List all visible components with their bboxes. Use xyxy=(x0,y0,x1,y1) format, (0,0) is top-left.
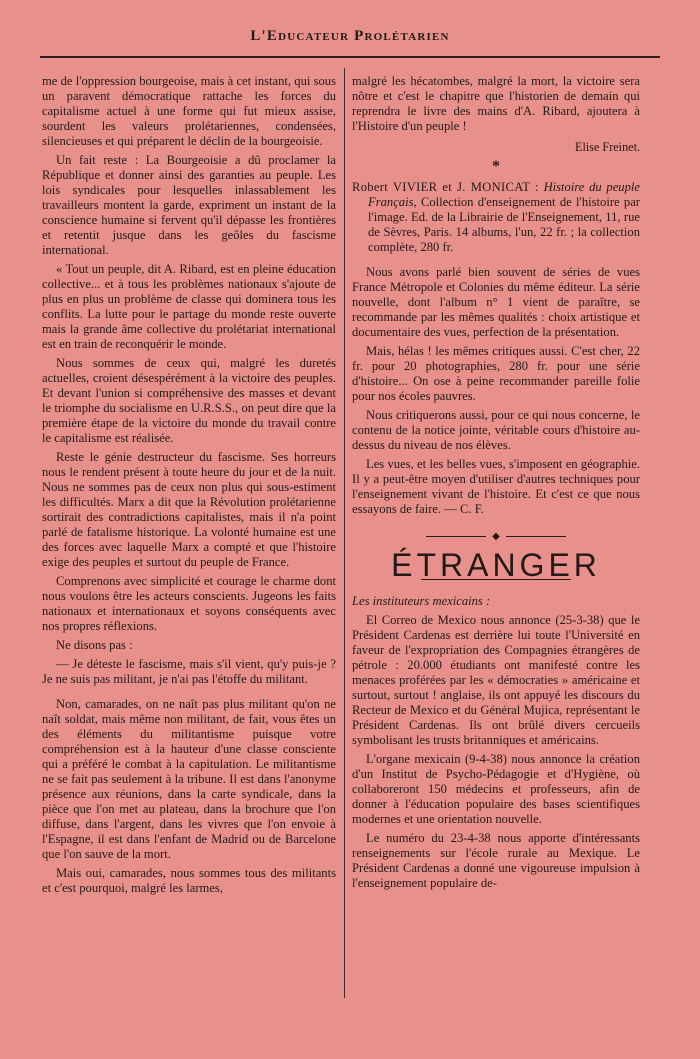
paragraph: « Tout un peuple, dit A. Ribard, est en pleine éducation collective... et à tous les problèmes nationaux s'ajoute de plus en plus un problème de classe qui dominera tous les conflits. La lutte pour le partage du monde reste ouverte mais la grande âme collective du prolétariat international est en train de reconquérir le monde. xyxy=(42,262,336,351)
news-paragraph: El Correo de Mexico nous annonce (25-3-38) que le Président Cardenas est derrière lui toute l'Université en faveur de l'expropriation des Compagnies étrangères de pétrole : 20.000 étudiants ont manifesté contre les menaces proférées par les « démocraties » américaine et surtout, surtout ! anglaise, ils ont appuyé les discours du Recteur de Mexico et du Général Mujica, représentant le Président Cardenas. Ils ont brûlé divers cercueils symbolisant les trusts britanniques et américains. xyxy=(352,613,640,747)
continuation-paragraph: malgré les hécatombes, malgré la mort, la victoire sera nôtre et c'est le chapitre que l'historien de demain qui reprendra le livre des mains d'A. Ribard, ajoutera à l'Histoire d'un peuple ! xyxy=(352,74,640,133)
paragraph: Mais oui, camarades, nous sommes tous des militants et c'est pourquoi, malgré les larmes, xyxy=(42,866,336,895)
news-paragraph: Le numéro du 23-4-38 nous apporte d'intéressants renseignements sur l'école rurale au Mexique. Le Président Cardenas a donné une vigoureuse impulsion à l'enseignement populaire de- xyxy=(352,831,640,890)
paragraph: Un fait reste : La Bourgeoisie a dû proclamer la République et donner ainsi des garanties au peuple. Les lois syndicales pour lesquelles inlassablement les travailleurs montent la garde, expriment un instant de la conscience humaine si fervent qu'il dépasse les frontières et retentit jusque dans les geôles du fascisme international. xyxy=(42,153,336,257)
quote-paragraph: — Je déteste le fascisme, mais s'il vient, qu'y puis-je ? Je ne suis pas militant, je n'ai pas l'étoffe du militant. xyxy=(42,657,336,686)
page-header xyxy=(40,22,660,58)
paragraph: Ne disons pas : xyxy=(56,638,133,652)
paragraph: Non, camarades, on ne naît pas plus militant qu'on ne naît soldat, mais même non militant, de fait, vous êtes un des éléments du militantisme puisque votre compréhension est à la hauteur d'une classe consciente qui a préféré le combat à la capitulation. Le militantisme ne se fait pas seulement à la tribune. Il est dans l'anonyme présence aux réunions, dans la carte syndicale, dans la pièce que l'on met au plateau, dans la brochure que l'on diffuse, dans l'argent, dans les vivres que l'on envoie à l'Espagne, il est dans l'enfant de Madrid ou de Barcelone que l'on sauve de la mort. xyxy=(42,697,336,861)
left-column xyxy=(42,74,336,900)
review-paragraph: Nous critiquerons aussi, pour ce qui nous concerne, le contenu de la notice jointe, véritable cours d'histoire au-dessus du niveau de nos élèves. xyxy=(352,408,640,452)
column-divider xyxy=(344,68,345,998)
signature: Elise Freinet. xyxy=(575,140,640,154)
section-divider xyxy=(352,529,640,544)
paragraph: Nous sommes de ceux qui, malgré les duretés actuelles, croient désespérément à la victoire des peuples. Et devant l'union si compréhensive des masses et devant le triomphe du socialisme en U.R.S.S., on peut dire que la première étape de la victoire du monde du travail contre le capitalisme est réalisée. xyxy=(42,356,336,445)
subheading: Les instituteurs mexicains : xyxy=(352,594,491,608)
book-reference xyxy=(352,180,640,255)
paragraph: me de l'oppression bourgeoise, mais à cet instant, qui sous un paravent démocratique rattache les forces du capitalisme actuel à une forme qui fut mieux assise, sourdent les valeurs prolétariennes, condensées, silencieuses et qui préparent le déclin de la bourgeoisie. xyxy=(42,74,336,148)
news-paragraph: L'organe mexicain (9-4-38) nous annonce la création d'un Institut de Psycho-Pédagogie et d'Hygiène, où collaboreront 150 médecins et professeurs, afin de donner à l'éducation populaire des bases scientifiques modernes et une orientation nouvelle. xyxy=(352,752,640,826)
diamond-icon: ◆ xyxy=(492,531,500,542)
journal-title: L'Educateur Prolétarien xyxy=(250,28,450,44)
star-separator: * xyxy=(492,158,500,175)
review-paragraph: Les vues, et les belles vues, s'imposent en géographie. Il y a peut-être moyen d'utiliser d'autres techniques pour l'enseignement vivant de l'histoire. Et c'est ce que nous essayons de faire. — C. F. xyxy=(352,457,640,516)
right-column xyxy=(352,74,640,895)
review-paragraph: Mais, hélas ! les mêmes critiques aussi. C'est cher, 22 fr. pour 20 photographies, 280 fr. pour une série d'histoire... On ose à peine recommander pareille folie pour nos écoles pauvres. xyxy=(352,344,640,403)
book-authors: Robert VIVIER et J. MONICAT : xyxy=(352,180,539,194)
book-details: Collection d'enseignement de l'histoire par l'image. Ed. de la Librairie de l'Enseignement, 11, rue de Sèvres, Paris. 14 albums, l'un, 22 fr. ; la collection complète, 280 fr. xyxy=(368,195,640,254)
paragraph: Comprenons avec simplicité et courage le charme dont nous voulons être les acteurs conscients. Jugeons les faits nationaux et internationaux et soyons conséquents avec nos propres réflexions. xyxy=(42,574,336,633)
book-title: Histoire du peuple Français, xyxy=(368,180,640,209)
review-paragraph: Nous avons parlé bien souvent de séries de vues France Métropole et Colonies du même éditeur. La série nouvelle, dont l'album n° 1 vient de paraître, se recommande par les mêmes qualités : choix artistique et documentaire des vues, perfection de la présentation. xyxy=(352,265,640,339)
paragraph: Reste le génie destructeur du fascisme. Ses horreurs nous le rendent présent à toute heure du jour et de la nuit. Nous ne sommes pas de ceux non plus qui sous-estiment les difficultés. Marx a dit que la Révolution prolétarienne sortirait des contradictions capitalistes, mais il n'a point parlé de fatalisme historique. La volonté humaine est une des forces avec laquelle Marx a compté et que l'histoire exige des peuples et surtout du peuple de France. xyxy=(42,450,336,569)
section-title: ÉTRANGER xyxy=(391,547,601,583)
